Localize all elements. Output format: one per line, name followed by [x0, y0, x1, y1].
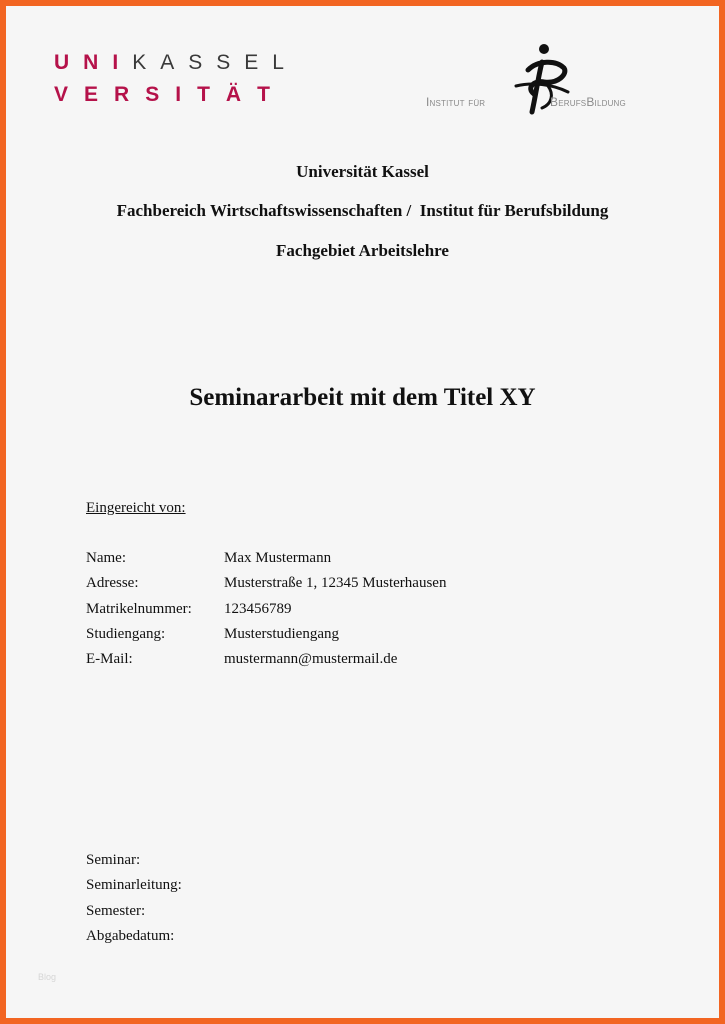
submitted-by-label: Eingereicht von:: [86, 500, 186, 516]
info-value: mustermann@mustermail.de: [224, 651, 398, 668]
info-label: Matrikelnummer:: [86, 600, 192, 617]
document-page: [6, 6, 719, 1018]
department-heading: Fachbereich Wirtschaftswissenschaften / Institut für Berufsbildung: [116, 201, 609, 220]
field-heading: Fachgebiet Arbeitslehre: [276, 241, 449, 260]
due-date-field-label: Abgabedatum:: [86, 927, 175, 944]
document-title: Seminararbeit mit dem Titel XY: [189, 384, 536, 411]
info-value: Max Mustermann: [224, 550, 332, 566]
info-label: Adresse:: [86, 575, 139, 592]
institute-logo-text-left: Institut für: [426, 95, 486, 109]
info-label: Name:: [86, 550, 126, 566]
institute-logo-text-right: BerufsBildung: [550, 95, 626, 109]
institute-logo: [424, 36, 674, 116]
logo-row-1: U N I K A S S E L: [54, 51, 284, 74]
semester-field-label: Semester:: [86, 902, 146, 919]
seminar-lead-field-label: Seminarleitung:: [86, 877, 182, 894]
info-label: Studiengang:: [86, 625, 166, 642]
seminar-fields: [86, 852, 182, 953]
watermark: Blog: [38, 972, 57, 982]
info-value: Musterstraße 1, 12345 Musterhausen: [224, 575, 447, 592]
info-label: E-Mail:: [86, 651, 133, 668]
seminar-field-label: Seminar:: [86, 852, 141, 868]
info-value: Musterstudiengang: [224, 625, 339, 642]
university-heading: Universität Kassel: [296, 162, 429, 181]
logo-row-2: V E R S I T Ä T: [54, 83, 270, 106]
info-value: 123456789: [224, 600, 292, 617]
uni-kassel-logo: [54, 50, 294, 110]
